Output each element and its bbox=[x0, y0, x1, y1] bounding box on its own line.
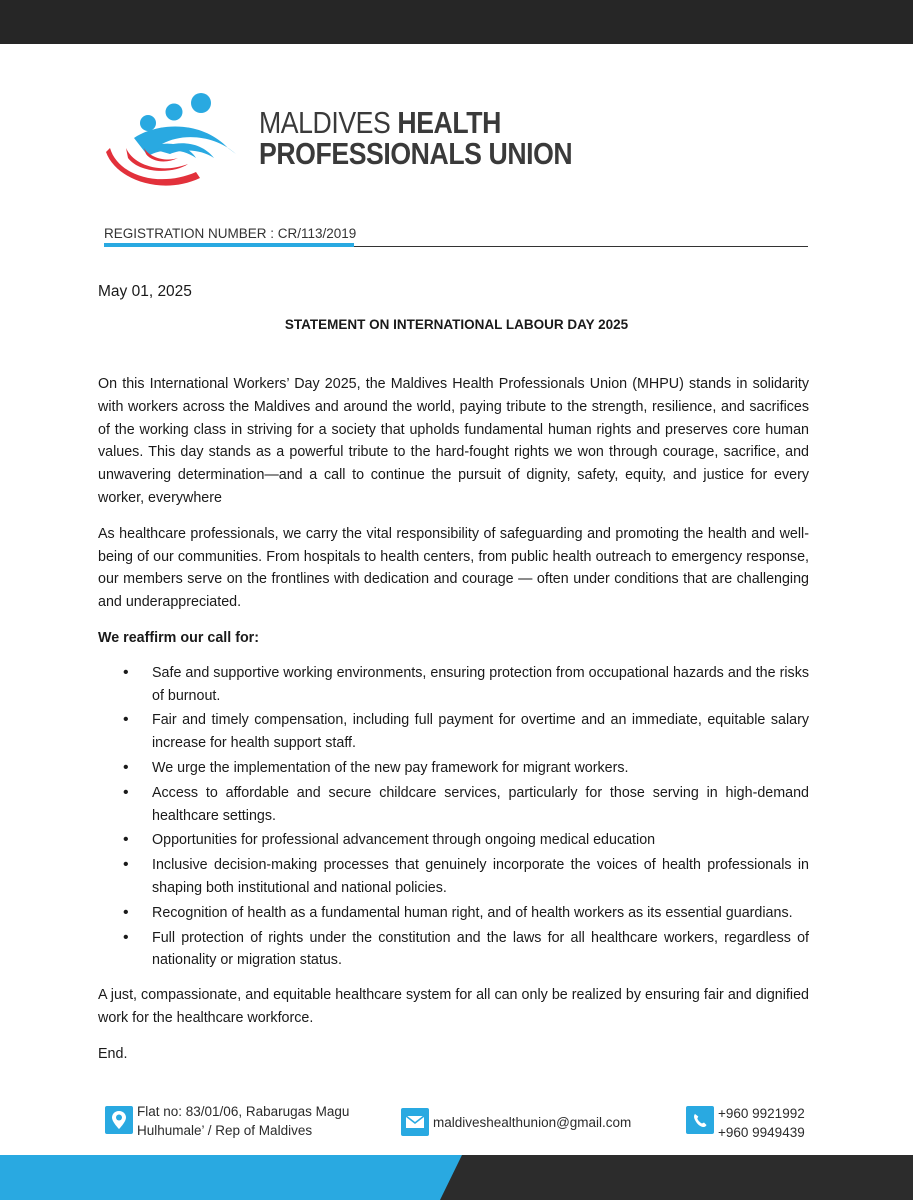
list-item: • Inclusive decision-making processes that genuinely incorporate the voices of health professionals in shaping both institutional and national policies. bbox=[152, 854, 809, 900]
end-text: End. bbox=[98, 1045, 128, 1062]
list-item: • Access to affordable and secure childcare services, particularly for those serving in high-demand healthcare settings. bbox=[152, 782, 809, 828]
phone-icon bbox=[686, 1106, 714, 1134]
phone-number-1[interactable]: +960 9921992 bbox=[718, 1106, 805, 1121]
call-lead: We reaffirm our call for: bbox=[98, 629, 260, 646]
address-line-2: Hulhumale’ / Rep of Maldives bbox=[137, 1123, 313, 1138]
bottom-footer-bar bbox=[0, 1155, 913, 1200]
location-pin-icon bbox=[105, 1106, 133, 1134]
paragraph-closing: A just, compassionate, and equitable healthcare system for all can only be realized by ensuring fair and dignified work for the healthcare workforce. bbox=[98, 987, 809, 1026]
org-name-line-1: MALDIVES HEALTH bbox=[259, 105, 501, 140]
union-logo bbox=[104, 92, 244, 188]
mail-icon bbox=[401, 1108, 429, 1136]
address-line-1: Flat no: 83/01/06, Rabarugas Magu bbox=[137, 1104, 350, 1119]
statement-title: STATEMENT ON INTERNATIONAL LABOUR DAY 2025 bbox=[284, 317, 629, 332]
list-item: • Fair and timely compensation, including full payment for overtime and an immediate, equitable salary increase for health support staff. bbox=[152, 709, 809, 755]
footer-address bbox=[137, 1102, 349, 1140]
footer-email[interactable]: maldiveshealthunion@gmail.com bbox=[433, 1115, 632, 1130]
footer-phones bbox=[718, 1104, 805, 1142]
registration-number: REGISTRATION NUMBER : CR/113/2019 bbox=[104, 226, 357, 241]
list-item: • Safe and supportive working environments, ensuring protection from occupational hazards and the risks of burnout. bbox=[152, 662, 809, 708]
phone-number-2[interactable]: +960 9949439 bbox=[718, 1125, 805, 1140]
logo-figure-head-2 bbox=[166, 104, 183, 121]
demands-list bbox=[98, 662, 809, 972]
paragraph-intro: On this International Workers’ Day 2025, the Maldives Health Professionals Union (MHPU) stands in solidarity with workers across the Maldives and around the world, paying tribute to the strength, resilience, and sacrifices of the working class in striving for a society that upholds fundamental human rights and preserves core human values. This day stands as a powerful tribute to the hard-fought rights we won through courage, sacrifice, and unwavering determination—and a call to continue the pursuit of dignity, safety, equity, and justice for every worker, everywhere bbox=[98, 376, 809, 506]
registration-accent-bar bbox=[104, 243, 354, 247]
organization-name bbox=[259, 107, 572, 169]
logo-figure-head-3 bbox=[191, 93, 211, 113]
statement-body bbox=[98, 373, 809, 1079]
list-item: • Full protection of rights under the constitution and the laws for all healthcare workers, regardless of nationality or migration status. bbox=[152, 927, 809, 973]
logo-figure-head-1 bbox=[140, 115, 156, 131]
list-item: • Opportunities for professional advancement through ongoing medical education bbox=[152, 829, 809, 852]
list-item: • Recognition of health as a fundamental human right, and of health workers as its essential guardians. bbox=[152, 902, 809, 925]
org-name-line-2: PROFESSIONALS UNION bbox=[259, 136, 573, 171]
list-item: • We urge the implementation of the new pay framework for migrant workers. bbox=[152, 757, 809, 780]
paragraph-responsibility: As healthcare professionals, we carry the vital responsibility of safeguarding and promoting the health and well-being of our communities. From hospitals to health centers, from public health outreach to emergency response, our members serve on the frontlines with dedication and courage — often under conditions that are challenging and underappreciated. bbox=[98, 525, 809, 611]
top-dark-bar bbox=[0, 0, 913, 44]
statement-date: May 01, 2025 bbox=[98, 283, 192, 300]
